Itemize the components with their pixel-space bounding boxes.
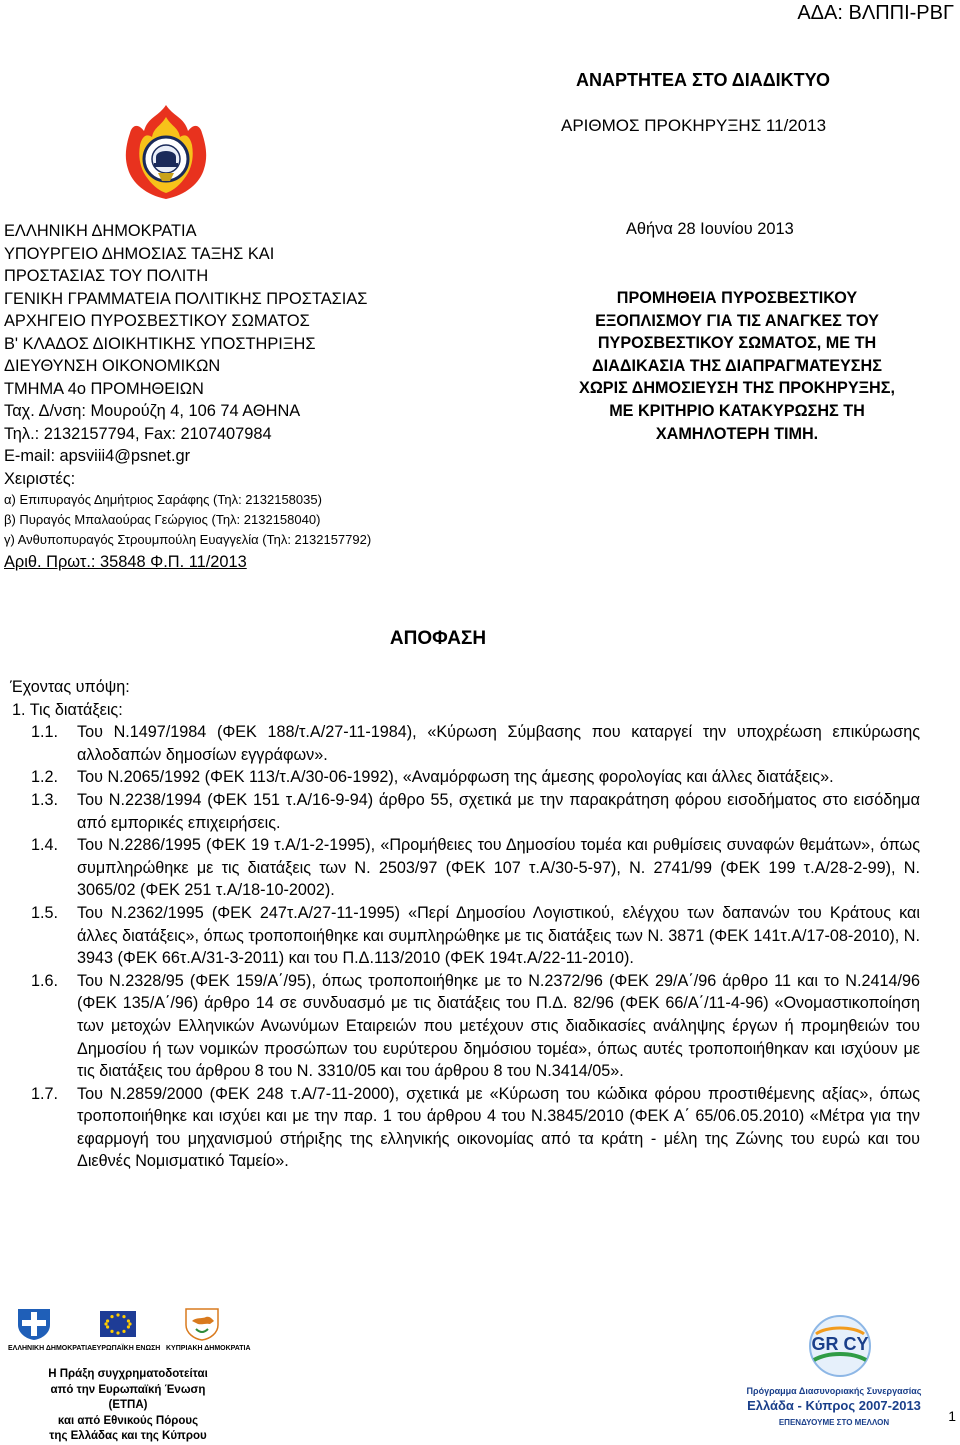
item-number: 1.3.: [31, 790, 59, 809]
item-text: Του Ν.2362/1995 (ΦΕΚ 247τ.Α/27-11-1995) «Περί Δημοσίου Λογιστικού, ελέγχου των δαπανών του Κράτους και άλλες διατάξεις», όπως τροποποιήθηκε και συμπληρώθηκε με τις διατάξεις των Ν. 3871 (ΦΕΚ 141τ.Α/17-08-2010), Ν. 3943 (ΦΕΚ 66τ.Α/31-3-2011) και του Π.Δ.113/2010 (ΦΕΚ 194τ.Α/22-11-2010).: [77, 903, 920, 968]
section-heading: 1. Τις διατάξεις:: [12, 700, 123, 719]
cofinance-line: της Ελλάδας και της Κύπρου: [49, 1430, 207, 1442]
sender-line: ΥΠΟΥΡΓΕΙΟ ΔΗΜΟΣΙΑΣ ΤΑΞΗΣ ΚΑΙ: [4, 244, 275, 263]
fire-service-emblem-icon: [118, 103, 214, 203]
item-text: Του Ν.2859/2000 (ΦΕΚ 248 τ.Α/7-11-2000), σχετικά με «Κύρωση του κώδικα φόρου προστιθέμενης αξίας», όπως τροποποιήθηκε και ισχύει και με την παρ. 1 του άρθρου 4 του Ν.3845/2010 (ΦΕΚ Α΄ 65/06.05.2010) «Μέτρα για την εφαρμογή του μηχανισμού στήριξης της ελληνικής οικονομίας από τα κράτη - μέλη της Ζώνης του ευρώ και του Διεθνές Νομισματικό Ταμείο».: [77, 1084, 920, 1171]
program-title: Ελλάδα - Κύπρος 2007-2013: [747, 1398, 921, 1413]
list-item: [10, 902, 920, 970]
flag-caption: ΕΛΛΗΝΙΚΗ ΔΗΜΟΚΡΑΤΙΑ: [8, 1345, 93, 1352]
handler-line: β) Πυραγός Μπαλαούρας Γεώργιος (Τηλ: 2132158040): [4, 512, 321, 527]
grcy-program-logo-icon: [804, 1310, 876, 1382]
flag-caption: ΚΥΠΡΙΑΚΗ ΔΗΜΟΚΡΑΤΙΑ: [166, 1345, 251, 1352]
item-number: 1.6.: [31, 971, 59, 990]
program-logo-block: [744, 1310, 924, 1436]
cofinancing-footer: [8, 1307, 251, 1442]
handler-line: γ) Ανθυποπυραγός Στρουμπούλη Ευαγγελία (Τηλ: 2132157792): [4, 532, 372, 547]
grcy-logo-text: GR CY: [811, 1334, 869, 1354]
greece-emblem-icon: [14, 1307, 54, 1341]
decision-body: [10, 676, 920, 1173]
item-number: 1.1.: [31, 723, 59, 742]
program-slogan: ΕΠΕΝΔΥΟΥΜΕ ΣΤΟ ΜΕΛΛΟΝ: [778, 1418, 890, 1427]
list-item: [10, 834, 920, 902]
list-item: [10, 789, 920, 834]
procurement-number: ΑΡΙΘΜΟΣ ΠΡΟΚΗΡΥΞΗΣ 11/2013: [561, 116, 827, 135]
decision-intro: Έχοντας υπόψη:: [10, 678, 130, 696]
decision-title: ΑΠΟΦΑΣΗ: [389, 628, 487, 649]
eu-flag-icon: [98, 1307, 138, 1341]
item-text: Του Ν.1497/1984 (ΦΕΚ 188/τ.Α/27-11-1984), «Κύρωση Σύμβασης που καταργεί την υποχρέωση επικύρωσης αλλοδαπών δημοσίων εγγράφων».: [77, 723, 920, 764]
document-date: Αθήνα 28 Ιουνίου 2013: [626, 220, 794, 238]
sender-line: ΔΙΕΥΘΥΝΣΗ ΟΙΚΟΝΟΜΙΚΩΝ: [4, 357, 221, 375]
flag-row: [10, 1307, 210, 1347]
item-text: Του Ν.2065/1992 (ΦΕΚ 113/τ.Α/30-06-1992), «Αναμόρφωση της άμεσης φορολογίας και άλλες διατάξεις».: [77, 768, 834, 787]
sender-block: [4, 220, 524, 574]
item-text: Του Ν.2286/1995 (ΦΕΚ 19 τ.Α/1-2-1995), «Προμήθειες του Δημοσίου τομέα και ρυθμίσεις συναφών θεμάτων», όπως συμπληρώθηκε με τις διατάξεις των Ν. 2503/97 (ΦΕΚ 107 τ.Α/30-5-97), Ν. 2741/99 (ΦΕΚ 199 τ.Α/28-2-99), Ν. 3065/02 (ΦΕΚ 251 τ.Α/18-10-2002).: [77, 836, 920, 900]
page-number: 1: [948, 1408, 956, 1424]
sender-line: ΕΛΛΗΝΙΚΗ ΔΗΜΟΚΡΑΤΙΑ: [4, 222, 197, 240]
item-number: 1.5.: [31, 903, 59, 922]
sender-address: Ταχ. Δ/νση: Μουρούζη 4, 106 74 ΑΘΗΝΑ: [4, 402, 301, 420]
sender-line: Β' ΚΛΑΔΟΣ ΔΙΟΙΚΗΤΙΚΗΣ ΥΠΟΣΤΗΡΙΞΗΣ: [4, 334, 316, 353]
sender-line: ΠΡΟΣΤΑΣΙΑΣ ΤΟΥ ΠΟΛΙΤΗ: [4, 267, 209, 285]
list-item: [10, 766, 920, 789]
ada-code: ΑΔΑ: ΒΛΠΠΙ-ΡΒΓ: [797, 2, 954, 24]
sender-phone: Τηλ.: 2132157794, Fax: 2107407984: [4, 424, 272, 443]
protocol-number: Αριθ. Πρωτ.: 35848 Φ.Π. 11/2013: [4, 553, 247, 571]
list-item: [10, 970, 920, 1083]
cofinance-line: Η Πράξη συγχρηματοδοτείται: [48, 1368, 208, 1380]
cofinance-text: [38, 1367, 218, 1445]
item-number: 1.2.: [31, 768, 59, 787]
sender-line: ΤΜΗΜΑ 4ο ΠΡΟΜΗΘΕΙΩΝ: [4, 379, 204, 398]
posting-notice: ΑΝΑΡΤΗΤΕΑ ΣΤΟ ΔΙΑΔΙΚΤΥΟ: [576, 70, 830, 90]
subject-block: ΠΡΟΜΗΘΕΙΑ ΠΥΡΟΣΒΕΣΤΙΚΟΥ ΕΞΟΠΛΙΣΜΟΥ ΓΙΑ ΤΙΣ ΑΝΑΓΚΕΣ ΤΟΥ ΠΥΡΟΣΒΕΣΤΙΚΟΥ ΣΩΜΑΤΟΣ, ΜΕ ΤΗ ΔΙΑΔΙΚΑΣΙΑ ΤΗΣ ΔΙΑΠΡΑΓΜΑΤΕΥΣΗΣ ΧΩΡΙΣ ΔΗΜΟΣΙΕΥΣΗ ΤΗΣ ΠΡΟΚΗΡΥΞΗΣ, ΜΕ ΚΡΙΤΗΡΙΟ ΚΑΤΑΚΥΡΩΣΗΣ ΤΗ ΧΑΜΗΛΟΤΕΡΗ ΤΙΜΗ.: [579, 289, 895, 443]
sender-email: E-mail: apsviii4@psnet.gr: [4, 447, 191, 465]
item-number: 1.7.: [31, 1084, 59, 1103]
handler-line: α) Επιπυραγός Δημήτριος Σαράφης (Τηλ: 2132158035): [4, 492, 322, 507]
list-item: [10, 721, 920, 766]
sender-line: ΑΡΧΗΓΕΙΟ ΠΥΡΟΣΒΕΣΤΙΚΟΥ ΣΩΜΑΤΟΣ: [4, 312, 310, 330]
cyprus-emblem-icon: [182, 1307, 222, 1341]
cofinance-line: από την Ευρωπαϊκή Ένωση (ΕΤΠΑ): [50, 1383, 206, 1411]
cofinance-line: και από Εθνικούς Πόρους: [57, 1414, 199, 1427]
list-item: [10, 1083, 920, 1173]
item-text: Του Ν.2238/1994 (ΦΕΚ 151 τ.Α/16-9-94) άρθρο 55, σχετικά με την παρακράτηση φόρου εισοδήματος στο εισόδημα από εμπορικές επιχειρήσεις.: [77, 790, 920, 832]
sender-line: ΓΕΝΙΚΗ ΓΡΑΜΜΑΤΕΙΑ ΠΟΛΙΤΙΚΗΣ ΠΡΟΣΤΑΣΙΑΣ: [4, 289, 368, 308]
handlers-label: Χειριστές:: [4, 469, 76, 488]
program-line: Πρόγραμμα Διασυνοριακής Συνεργασίας: [746, 1386, 922, 1396]
item-number: 1.4.: [31, 836, 59, 855]
item-text: Του Ν.2328/95 (ΦΕΚ 159/Α΄/95), όπως τροποποιήθηκε με το Ν.2372/96 (ΦΕΚ 29/Α΄/96 άρθρο 11 και το Ν.2414/96 (ΦΕΚ 135/Α΄/96) άρθρο 14 σε συνδυασμό με τις διατάξεις του Π.Δ. 82/96 (ΦΕΚ 66/Α΄/11-4-96) «Ονομαστικοποίηση των μετοχών Ελληνικών Ανωνύμων Εταιρειών που μετέχουν στις διαδικασίες ανάληψης έργων ή προμηθειών του Δημοσίου ή των νομικών προσώπων του ευρύτερου δημόσιου τομέα», όπως αυτές τροποποιήθηκαν και ισχύουν με τις διατάξεις του άρθρου 8 του Ν. 3310/05 και του άρθρου 8 του Ν.3414/05».: [77, 971, 920, 1081]
flag-caption: ΕΥΡΩΠΑΪΚΗ ΕΝΩΣΗ: [92, 1345, 161, 1352]
